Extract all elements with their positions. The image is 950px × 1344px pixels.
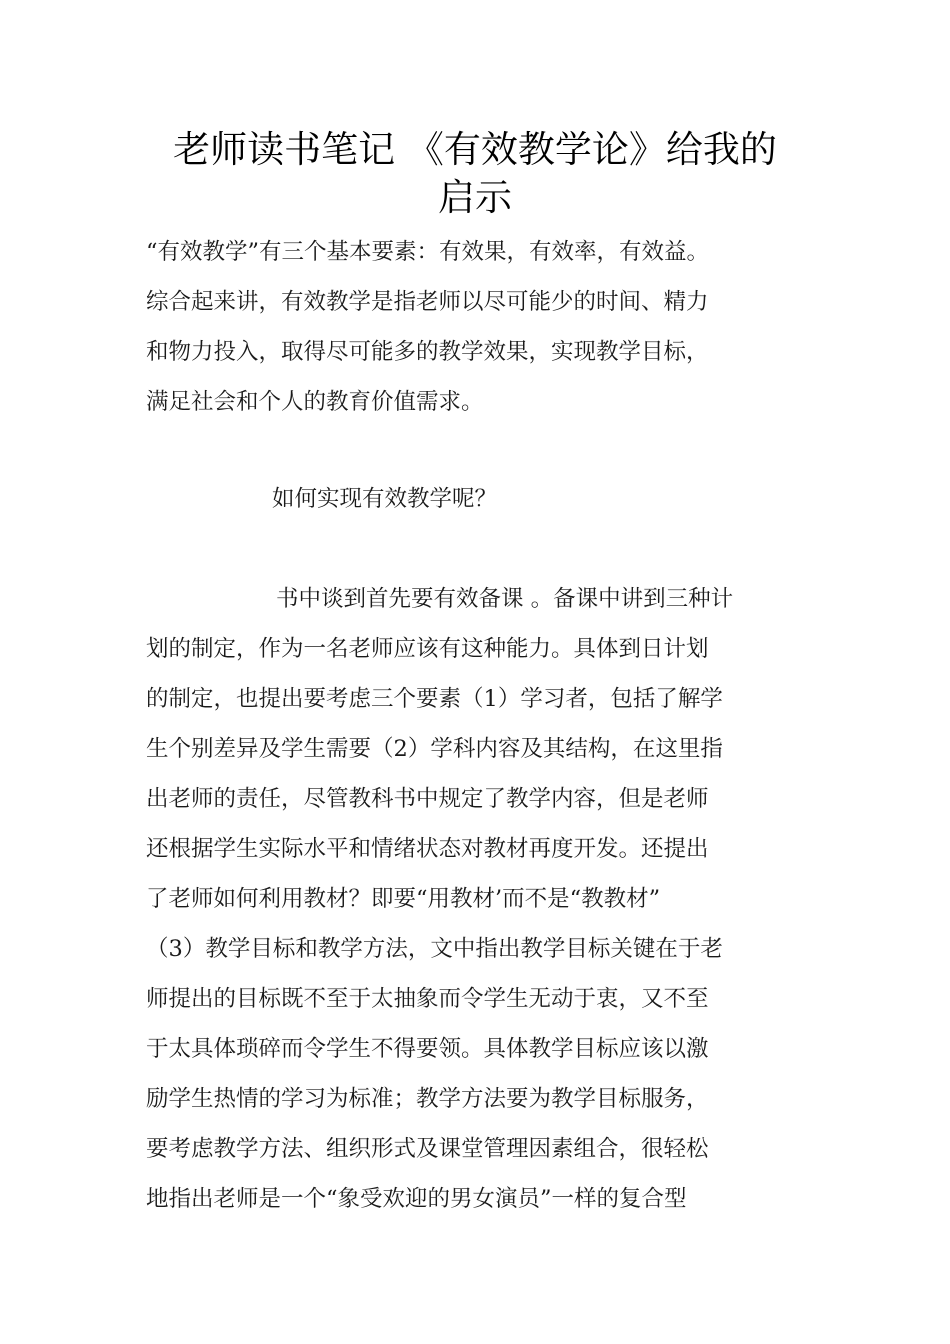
title-line-1: 老师读书笔记 《有效教学论》给我的 [173,128,777,171]
section-question [272,474,950,524]
title-line-2: 启示 [438,176,512,219]
paragraph-definition [146,227,826,427]
document-title [150,126,800,222]
text-line: 生个别差异及学生需要（2）学科内容及其结构，在这里指 [146,736,723,762]
text-line: 于太具体琐碎而令学生不得要领。具体教学目标应该以激 [146,1036,709,1062]
text-line: 地指出老师是一个“象受欢迎的男女演员”一样的复合型 [146,1186,687,1212]
text-line: “有效教学”有三个基本要素：有效果，有效率，有效益。 [146,239,710,265]
text-line: 了老师如何利用教材？即要“用教材’而不是“教教材” [146,886,661,912]
text-line: 和物力投入，取得尽可能多的教学效果，实现教学目标， [146,339,709,365]
text-line: 划的制定，作为一名老师应该有这种能力。具体到日计划 [146,636,709,662]
text-line: 还根据学生实际水平和情绪状态对教材再度开发。还提出 [146,836,709,862]
question-line: 如何实现有效教学呢？ [272,486,498,512]
text-line: 书中谈到首先要有效备课 。备课中讲到三种计 [276,586,734,612]
text-line: 满足社会和个人的教育价值需求。 [146,389,484,415]
text-line: 师提出的目标既不至于太抽象而令学生无动于衷，又不至 [146,986,709,1012]
text-line: 的制定，也提出要考虑三个要素（1）学习者，包括了解学 [146,686,723,712]
text-line: 要考虑教学方法、组织形式及课堂管理因素组合，很轻松 [146,1136,709,1162]
text-line: 出老师的责任，尽管教科书中规定了教学内容，但是老师 [146,786,709,812]
paragraph-lesson-planning [146,574,826,1224]
text-line: （3）教学目标和教学方法，文中指出教学目标关键在于老 [146,936,723,962]
text-line: 综合起来讲，有效教学是指老师以尽可能少的时间、精力 [146,289,709,315]
text-line: 励学生热情的学习为标准；教学方法要为教学目标服务， [146,1086,709,1112]
